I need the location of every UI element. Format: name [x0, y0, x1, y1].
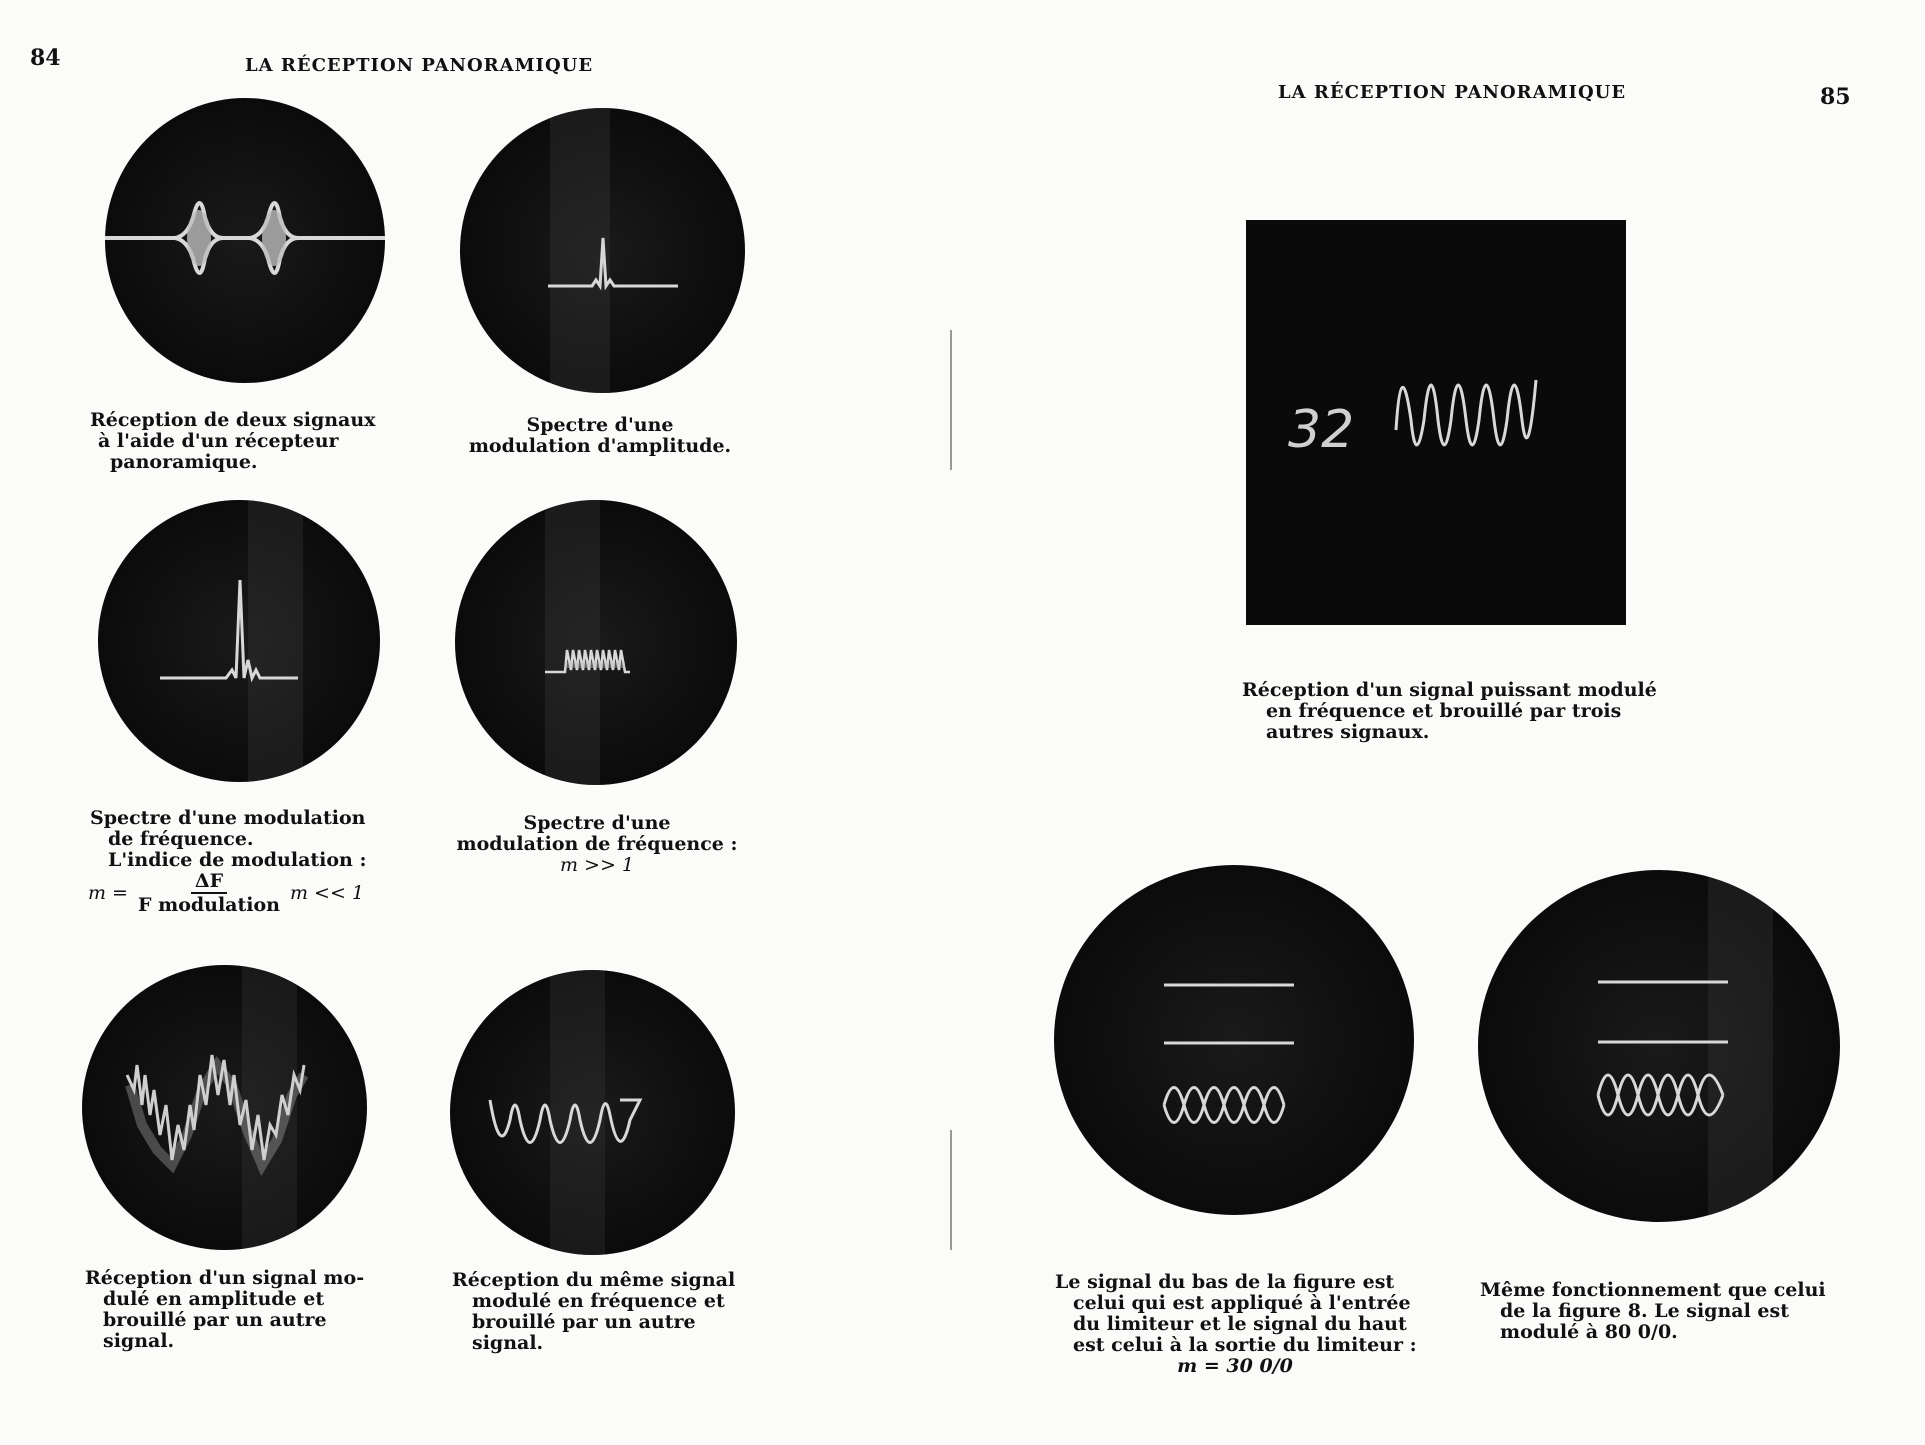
caption-line: Même fonctionnement que celui — [1480, 1279, 1826, 1301]
page-number: 84 — [30, 45, 61, 71]
trace-fm-spectrum-small — [98, 500, 380, 782]
trace-limiter-30 — [1054, 865, 1414, 1215]
caption-line: de la figure 8. Le signal est — [1500, 1300, 1789, 1322]
running-header: LA RÉCEPTION PANORAMIQUE — [1278, 82, 1627, 103]
caption-line: m >> 1 — [559, 854, 635, 876]
oscilloscope-figure-am-interference — [82, 965, 367, 1250]
caption-line: de fréquence. — [108, 828, 254, 850]
page-number: 85 — [1820, 84, 1851, 110]
trace-limiter-80 — [1478, 870, 1840, 1222]
caption-line: Spectre d'une modulation — [90, 807, 366, 829]
caption-line: modulé à 80 0/0. — [1500, 1321, 1678, 1343]
formula-fraction — [134, 870, 284, 916]
oscilloscope-figure-two-signals — [105, 98, 385, 383]
caption-line: signal. — [103, 1330, 175, 1352]
trace-fm-spectrum-large — [455, 500, 737, 785]
caption-line: modulation d'amplitude. — [468, 435, 732, 457]
caption-line: signal. — [472, 1332, 544, 1354]
modulation-index-formula — [88, 870, 364, 916]
formula-denominator: F modulation — [137, 894, 280, 916]
caption-line: autres signaux. — [1266, 721, 1430, 743]
caption-line: dulé en amplitude et — [103, 1288, 325, 1310]
caption-fig8 — [1055, 1272, 1415, 1377]
caption-fig9 — [1480, 1280, 1842, 1343]
oscilloscope-figure-fm-interference — [450, 970, 735, 1255]
caption-line: à l'aide d'un récepteur — [98, 430, 339, 452]
caption-line: Spectre d'une — [523, 812, 671, 834]
caption-line: panoramique. — [110, 451, 258, 473]
caption-line: du limiteur et le signal du haut — [1073, 1313, 1407, 1335]
running-header: LA RÉCEPTION PANORAMIQUE — [245, 55, 594, 76]
caption-line: brouillé par un autre — [103, 1309, 327, 1331]
oscilloscope-screen-fm-interference-three — [1246, 220, 1626, 625]
caption-fig1 — [90, 410, 380, 473]
caption-line: est celui à la sortie du limiteur : — [1073, 1334, 1417, 1356]
trace-am-interference — [82, 965, 367, 1250]
oscilloscope-figure-limiter-30 — [1054, 865, 1414, 1215]
caption-line: Réception du même signal — [452, 1269, 736, 1291]
caption-line: Réception d'un signal puissant modulé — [1242, 679, 1657, 701]
left-page — [0, 0, 960, 1445]
caption-fig2 — [455, 415, 745, 457]
oscilloscope-figure-fm-spectrum-large-index — [455, 500, 737, 785]
caption-line: celui qui est appliqué à l'entrée — [1073, 1292, 1411, 1314]
formula-rhs: m << 1 — [289, 882, 365, 904]
caption-fig7 — [1242, 679, 1657, 743]
oscilloscope-figure-fm-spectrum-small-index — [98, 500, 380, 782]
caption-line: brouillé par un autre — [472, 1311, 696, 1333]
caption-line: m = 30 0/0 — [1177, 1355, 1293, 1377]
caption-fig4 — [452, 813, 742, 876]
trace-am-spectrum — [460, 108, 745, 393]
caption-line: modulation de fréquence : — [456, 833, 738, 855]
caption-line: Réception d'un signal mo- — [85, 1267, 365, 1289]
caption-line: Réception de deux signaux — [90, 409, 376, 431]
caption-line: en fréquence et brouillé par trois — [1266, 700, 1622, 722]
screen-label: 32 — [1288, 400, 1355, 460]
formula-lhs: m = — [88, 882, 128, 904]
caption-line: Spectre d'une — [526, 414, 674, 436]
caption-line: L'indice de modulation : — [108, 849, 367, 871]
trace-fm-interference — [450, 970, 735, 1255]
caption-line: modulé en fréquence et — [472, 1290, 725, 1312]
trace-two-signals — [105, 98, 385, 383]
caption-fig3 — [90, 808, 375, 871]
right-page — [960, 0, 1925, 1445]
caption-fig5 — [85, 1268, 373, 1352]
oscilloscope-figure-limiter-80 — [1478, 870, 1840, 1222]
formula-numerator: ΔF — [191, 870, 227, 894]
caption-fig6 — [452, 1270, 742, 1354]
caption-line: Le signal du bas de la figure est — [1055, 1271, 1395, 1293]
oscilloscope-figure-am-spectrum — [460, 108, 745, 393]
